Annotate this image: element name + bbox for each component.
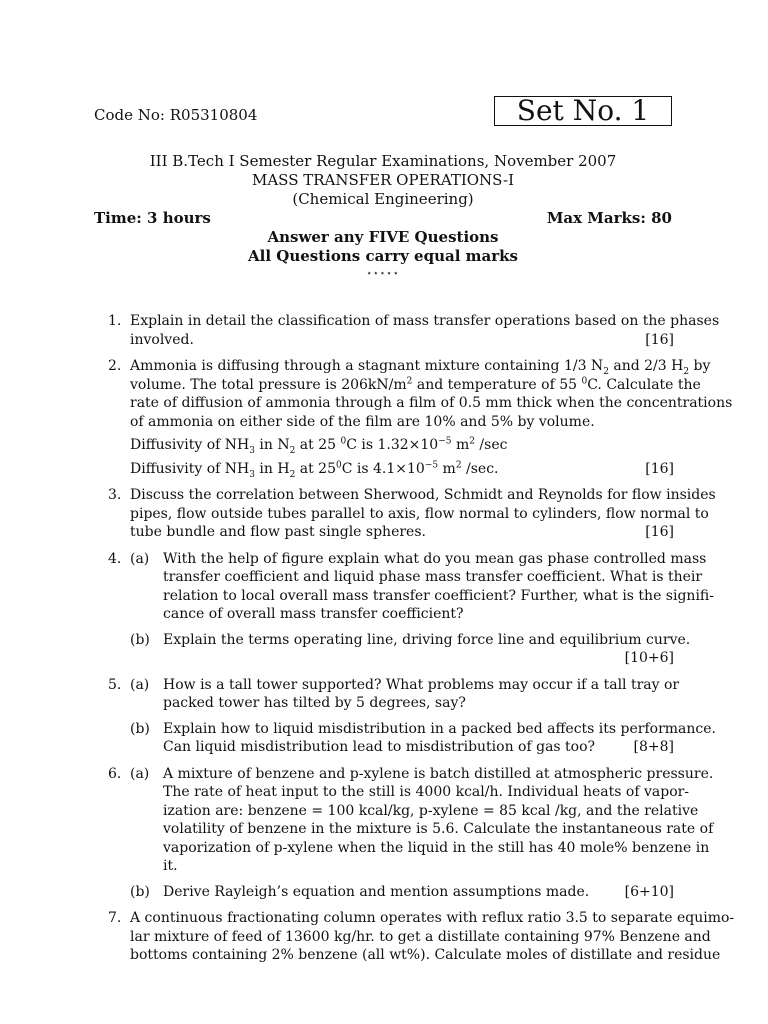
question-number: 5. xyxy=(108,676,122,693)
question-marks: [16] xyxy=(645,524,674,540)
instruction-answer: Answer any FIVE Questions xyxy=(267,228,499,246)
question-line: With the help of figure explain what do you mean gas phase controlled mass xyxy=(163,550,707,567)
question-number: 6. xyxy=(108,765,122,782)
question-line: [6+10] Derive Rayleigh’s equation and mention assumptions made. xyxy=(163,883,674,900)
question-line: How is a tall tower supported? What problems may occur if a tall tray or xyxy=(163,676,680,693)
question-line: A continuous fractionating column operates with reflux ratio 3.5 to separate equimo- xyxy=(130,910,735,926)
max-marks-label: Max Marks: 80 xyxy=(546,209,672,227)
question-line: The rate of heat input to the still is 4000 kcal/h. Individual heats of vapor- xyxy=(163,784,690,800)
question-number: 2. xyxy=(108,358,122,374)
question-line: A mixture of benzene and p-xylene is batch distilled at atmospheric pressure. xyxy=(163,765,714,782)
question-line: volatility of benzene in the mixture is 5.6. Calculate the instantaneous rate of xyxy=(163,821,714,837)
question-line: rate of diffusion of ammonia through a film of 0.5 mm thick when the concentrations xyxy=(130,395,733,411)
instruction-marks: All Questions carry equal marks xyxy=(248,247,518,265)
question-marks: [16] xyxy=(645,331,674,348)
question-marks: [8+8] xyxy=(633,739,674,755)
branch-title: (Chemical Engineering) xyxy=(292,190,474,208)
question-line: Ammonia is diffusing through a stagnant mixture containing 1/3 $N_2$ and 2/3 $H_2$ by xyxy=(130,358,711,377)
question-number: 7. xyxy=(108,910,122,926)
diffusivity-h2: [16] Diffusivity of $NH_3$ in $H_2$ at $25^0C$ is $4.1\times 10^{-5}$ $m^2$ /sec. xyxy=(130,459,674,480)
question-line: [8+8] Can liquid misdistribution lead to misdistribution of gas too? xyxy=(163,739,674,755)
question-line: packed tower has tilted by 5 degrees, say? xyxy=(163,695,466,711)
questions-list xyxy=(94,312,735,973)
question-7 xyxy=(94,909,735,965)
question-5 xyxy=(94,676,716,757)
question-line: Explain the terms operating line, driving force line and equilibrium curve. xyxy=(163,631,691,648)
sub-label: (b) xyxy=(130,720,150,737)
question-line: cance of overall mass transfer coefficient? xyxy=(163,606,464,622)
question-3 xyxy=(94,486,716,542)
question-6 xyxy=(94,765,714,902)
question-line: Discuss the correlation between Sherwood, Schmidt and Reynolds for flow insides xyxy=(130,487,716,503)
sub-question-a xyxy=(130,676,680,713)
sub-question-b xyxy=(130,883,674,902)
question-number: 4. xyxy=(108,550,122,567)
question-line: [16] involved. xyxy=(130,331,674,348)
sub-label: (b) xyxy=(130,631,150,648)
question-2 xyxy=(94,357,733,480)
question-line: vaporization of p-xylene when the liquid in the still has 40 mole% benzene in xyxy=(163,839,710,856)
sub-question-b xyxy=(130,631,691,668)
question-line: Explain how to liquid misdistribution in a packed bed affects its performance. xyxy=(163,720,716,737)
question-line: relation to local overall mass transfer coefficient? Further, what is the signifi- xyxy=(163,587,714,604)
sub-label: (a) xyxy=(130,550,150,567)
question-line: lar mixture of feed of 13600 kg/hr. to get a distillate containing 97% Benzene and xyxy=(130,928,711,945)
sub-label: (b) xyxy=(130,883,150,900)
question-line: [16] tube bundle and flow past single spheres. xyxy=(130,524,674,540)
question-marks: [10+6] xyxy=(624,650,674,666)
question-line: ization are: benzene = 100 kcal/kg, p-xylene = 85 kcal /kg, and the relative xyxy=(163,802,699,819)
exam-title: III B.Tech I Semester Regular Examinations, November 2007 xyxy=(149,152,617,170)
sub-label: (a) xyxy=(130,765,150,782)
question-line: transfer coefficient and liquid phase mass transfer coefficient. What is their xyxy=(163,569,703,585)
code-number: Code No: R05310804 xyxy=(94,106,258,124)
question-line: it. xyxy=(163,858,178,874)
question-line: pipes, flow outside tubes parallel to axis, flow normal to cylinders, flow normal to xyxy=(130,505,709,522)
sub-question-a xyxy=(130,550,714,624)
subject-title: MASS TRANSFER OPERATIONS-I xyxy=(251,171,515,189)
question-1 xyxy=(94,312,720,349)
diffusivity-n2: Diffusivity of $NH_3$ in $N_2$ at 25 $^0$C is $1.32\times 10^{-5}$ $m^2$ /sec xyxy=(130,436,508,456)
question-line: volume. The total pressure is $206kN/m^2$ and temperature of 55 $^0$C. Calculate the xyxy=(130,375,701,393)
star-divider: ⋆⋆⋆⋆⋆ xyxy=(366,269,400,279)
question-line: of ammonia on either side of the film are 10% and 5% by volume. xyxy=(130,413,595,430)
set-number-box: Set No. 1 xyxy=(494,96,672,126)
question-line: Explain in detail the classification of mass transfer operations based on the phases xyxy=(130,313,720,329)
question-4 xyxy=(94,550,714,668)
question-number: 3. xyxy=(108,487,122,503)
question-number: 1. xyxy=(108,313,122,329)
question-marks: [6+10] xyxy=(624,883,674,900)
question-line: bottoms containing 2% benzene (all wt%). Calculate moles of distillate and residue xyxy=(130,947,721,963)
question-marks: [16] xyxy=(645,460,674,477)
time-label: Time: 3 hours xyxy=(94,209,211,227)
sub-label: (a) xyxy=(130,676,150,693)
sub-question-b xyxy=(130,720,716,757)
sub-question-a xyxy=(130,765,714,876)
